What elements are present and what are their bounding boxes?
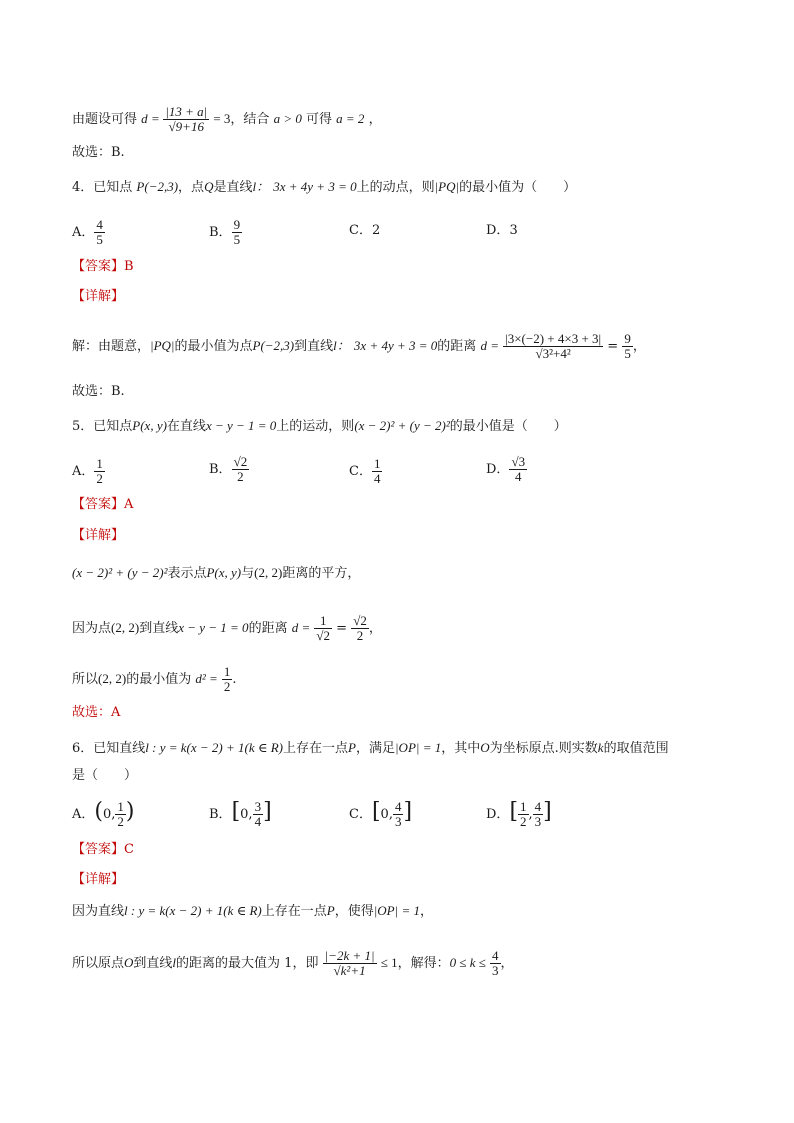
math: P(−2,3) (252, 338, 295, 353)
denominator: 3 (492, 963, 499, 978)
math: 3x + 4y + 3 = 0 (353, 338, 438, 353)
text: ， (632, 339, 646, 354)
math: (2, 2) (98, 671, 127, 686)
fraction (222, 665, 233, 694)
text: ， (368, 112, 382, 127)
answer-label: 【答案】A (72, 497, 134, 512)
math: = (336, 621, 348, 636)
text: 4．已知点 (72, 180, 133, 195)
numerator: 1 (373, 456, 381, 471)
question-6-solution-2 (72, 949, 514, 978)
text: ， (500, 956, 514, 971)
text: 由题设可得 (72, 112, 138, 127)
bracket: ] (403, 799, 413, 824)
option-c[interactable] (349, 457, 382, 486)
text: 因为点 (72, 621, 112, 636)
option-label: A． (72, 464, 95, 479)
text: ，解得： (397, 956, 450, 971)
fraction (232, 218, 243, 247)
text: 可得 (306, 112, 333, 127)
option-label: C． (349, 223, 372, 238)
answer-label: 【答案】C (72, 842, 134, 857)
fraction (372, 457, 383, 486)
option-a[interactable] (72, 457, 105, 486)
text: 因为直线 (72, 904, 125, 919)
bracket: ] (263, 799, 272, 824)
denominator: √9+16 (163, 119, 209, 134)
text: 的距离的最大值为 1，即 (176, 956, 319, 971)
math: a > 0 (273, 111, 302, 126)
text: 距离的平方， (282, 566, 361, 581)
fraction (163, 105, 209, 134)
numerator: 4 (492, 948, 499, 963)
text: 是直线 (213, 180, 253, 195)
text: ，点 (178, 180, 205, 195)
text: 的最小值是（ ） (449, 419, 567, 434)
bracket: ) (125, 799, 135, 824)
numerator: 1 (96, 456, 103, 471)
numerator: |13 + a| (165, 104, 208, 119)
numerator: √2 (353, 613, 367, 628)
option-label: D． (486, 462, 510, 477)
text: 的取值范围 (603, 741, 669, 756)
denominator: 2 (117, 814, 124, 829)
fraction (232, 455, 250, 484)
math: O (480, 740, 490, 755)
question-5-solution-3 (72, 665, 237, 694)
math: x − y − 1 = 0 (178, 620, 249, 635)
question-4-stem (72, 177, 576, 198)
fraction (94, 457, 105, 486)
question-5-solution-1 (72, 563, 360, 584)
fraction (314, 614, 332, 643)
solution-line-distance (72, 105, 382, 134)
fraction (323, 949, 377, 978)
question-6-stem (72, 738, 669, 759)
text: 在直线 (166, 419, 206, 434)
question-4-solution (72, 332, 646, 361)
math: d = (480, 338, 499, 353)
numerator: 4 (394, 799, 402, 814)
text: 解：由题意， (72, 339, 151, 354)
text: . (232, 672, 237, 687)
denominator: √k²+1 (323, 963, 377, 978)
denominator: 3 (394, 814, 402, 829)
option-value: 2 (371, 223, 381, 238)
denominator: √3²+4² (503, 346, 603, 361)
text: 上存在一点 (261, 904, 327, 919)
math: d² = (195, 671, 218, 686)
math: l : y = k(x − 2) + 1(k ∈ R) (145, 740, 283, 755)
math: O (124, 955, 134, 970)
option-d[interactable] (486, 800, 552, 829)
math: |PQ| (150, 338, 175, 353)
numerator: 9 (233, 217, 241, 232)
numerator: |3×(−2) + 4×3 + 3| (505, 331, 602, 346)
fraction (253, 800, 264, 829)
text: 所以 (72, 672, 99, 687)
denominator: 5 (624, 346, 631, 361)
denominator: 4 (509, 469, 527, 484)
text: 到直线 (139, 621, 179, 636)
denominator: 4 (254, 814, 262, 829)
numerator: 1 (223, 664, 231, 679)
fraction (509, 455, 527, 484)
text: = 3，结合 (213, 111, 270, 126)
text: ， (368, 621, 382, 636)
text: 所以原点 (72, 956, 125, 971)
math: 0, (102, 807, 116, 822)
text: ，使得 (334, 904, 374, 919)
denominator: 2 (351, 628, 369, 643)
math: = (607, 339, 619, 354)
option-c[interactable] (349, 221, 380, 241)
numerator: √3 (511, 454, 526, 469)
option-b[interactable] (209, 455, 249, 484)
fraction (94, 218, 105, 247)
math: l： (252, 179, 270, 194)
question-6-solution-1 (72, 901, 433, 922)
numerator: √2 (233, 454, 248, 469)
math: 3x + 4y + 3 = 0 (273, 179, 357, 194)
bracket: [ (231, 799, 241, 824)
option-value: 3 (509, 223, 518, 238)
math: |PQ| (434, 179, 460, 194)
math: (x − 2)² + (y − 2)² (354, 418, 450, 433)
text: 与 (241, 566, 255, 581)
math: |OP| = 1 (373, 903, 420, 918)
question-5-stem (72, 416, 567, 437)
denominator: 2 (223, 679, 231, 694)
text: 到直线 (294, 339, 334, 354)
math: 0, (380, 807, 393, 822)
math: d (141, 111, 148, 126)
text: 上的动点，则 (356, 180, 435, 195)
text: 到直线 (133, 956, 173, 971)
choose-line: 故选：B. (72, 145, 125, 160)
math: a = 2 (336, 111, 365, 126)
text: ， (419, 904, 433, 919)
math: , (528, 807, 533, 822)
fraction (490, 949, 501, 978)
numerator: 4 (96, 217, 103, 232)
option-d[interactable] (486, 455, 527, 484)
option-label: A． (72, 807, 95, 822)
text: 6．已知直线 (72, 741, 146, 756)
math: P(x, y) (132, 418, 167, 433)
option-label: C． (349, 464, 372, 479)
option-label: B． (209, 807, 232, 822)
text: 的最小值为点 (174, 339, 253, 354)
option-label: D． (486, 223, 510, 238)
math: x − y − 1 = 0 (205, 418, 277, 433)
denominator: √2 (316, 628, 331, 643)
bracket: [ (509, 799, 519, 824)
math: (2, 2) (111, 620, 140, 635)
math: P (348, 740, 356, 755)
fraction (622, 332, 633, 361)
detail-label: 【详解】 (72, 872, 125, 887)
text: 表示点 (167, 566, 207, 581)
numerator: 4 (534, 799, 542, 814)
text: 为坐标原点.则实数 (489, 741, 598, 756)
denominator: 2 (520, 814, 527, 829)
option-label: B． (209, 462, 232, 477)
option-b[interactable] (209, 218, 242, 247)
denominator: 5 (96, 232, 103, 247)
math: 0 ≤ k ≤ (449, 955, 486, 970)
fraction (393, 800, 404, 829)
denominator: 2 (96, 471, 103, 486)
text: 上存在一点 (283, 741, 349, 756)
numerator: 3 (254, 799, 262, 814)
numerator: 1 (520, 799, 527, 814)
fraction (518, 800, 529, 829)
math: 0, (240, 807, 253, 822)
fraction (351, 614, 369, 643)
text: 的最小值为（ ） (459, 180, 577, 195)
math: d = (291, 620, 311, 635)
bracket: ] (543, 799, 552, 824)
math: l : y = k(x − 2) + 1(k ∈ R) (124, 903, 262, 918)
math: |OP| = 1 (394, 740, 442, 755)
numerator: 9 (624, 331, 631, 346)
option-d[interactable] (486, 221, 518, 241)
math: l： (333, 338, 350, 353)
math: P(−2,3) (136, 179, 179, 194)
option-b[interactable] (209, 800, 272, 829)
fraction (533, 800, 544, 829)
bracket: [ (371, 799, 381, 824)
choose-line: 故选：B. (72, 384, 125, 399)
math: (x − 2)² + (y − 2)² (72, 565, 168, 580)
answer-label: 【答案】B (72, 259, 134, 274)
question-6-stem-cont: 是（ ） (72, 768, 138, 783)
fraction (503, 332, 603, 361)
denominator: 3 (534, 814, 542, 829)
question-5-solution-2 (72, 614, 382, 643)
choose-line: 故选：A (72, 705, 121, 720)
math: ≤ 1 (380, 955, 398, 970)
numerator: 1 (319, 613, 327, 628)
text: 上的运动，则 (276, 419, 355, 434)
numerator: 1 (117, 799, 124, 814)
bracket: ( (94, 799, 103, 824)
option-a[interactable] (72, 218, 105, 247)
option-label: A． (72, 225, 95, 240)
option-label: B． (209, 225, 232, 240)
option-c[interactable] (349, 800, 412, 829)
option-label: C． (349, 807, 372, 822)
math: (2, 2) (254, 565, 283, 580)
math: l (172, 955, 177, 970)
text: 的距离 (248, 621, 288, 636)
detail-label: 【详解】 (72, 528, 125, 543)
text: ，满足 (355, 741, 395, 756)
text: 5．已知点 (72, 419, 133, 434)
text: 的距离 (437, 339, 477, 354)
option-a[interactable] (72, 800, 134, 829)
math: = (151, 111, 160, 126)
option-label: D． (486, 807, 510, 822)
math: k (597, 740, 604, 755)
fraction (115, 800, 126, 829)
numerator: |−2k + 1| (324, 948, 375, 963)
math: P (326, 903, 335, 918)
detail-label: 【详解】 (72, 289, 125, 304)
denominator: 5 (233, 232, 241, 247)
denominator: 4 (373, 471, 381, 486)
math: P(x, y) (206, 565, 242, 580)
denominator: 2 (232, 469, 250, 484)
math: Q (204, 179, 214, 194)
text: ，其中 (441, 741, 481, 756)
text: 的最小值为 (126, 672, 192, 687)
